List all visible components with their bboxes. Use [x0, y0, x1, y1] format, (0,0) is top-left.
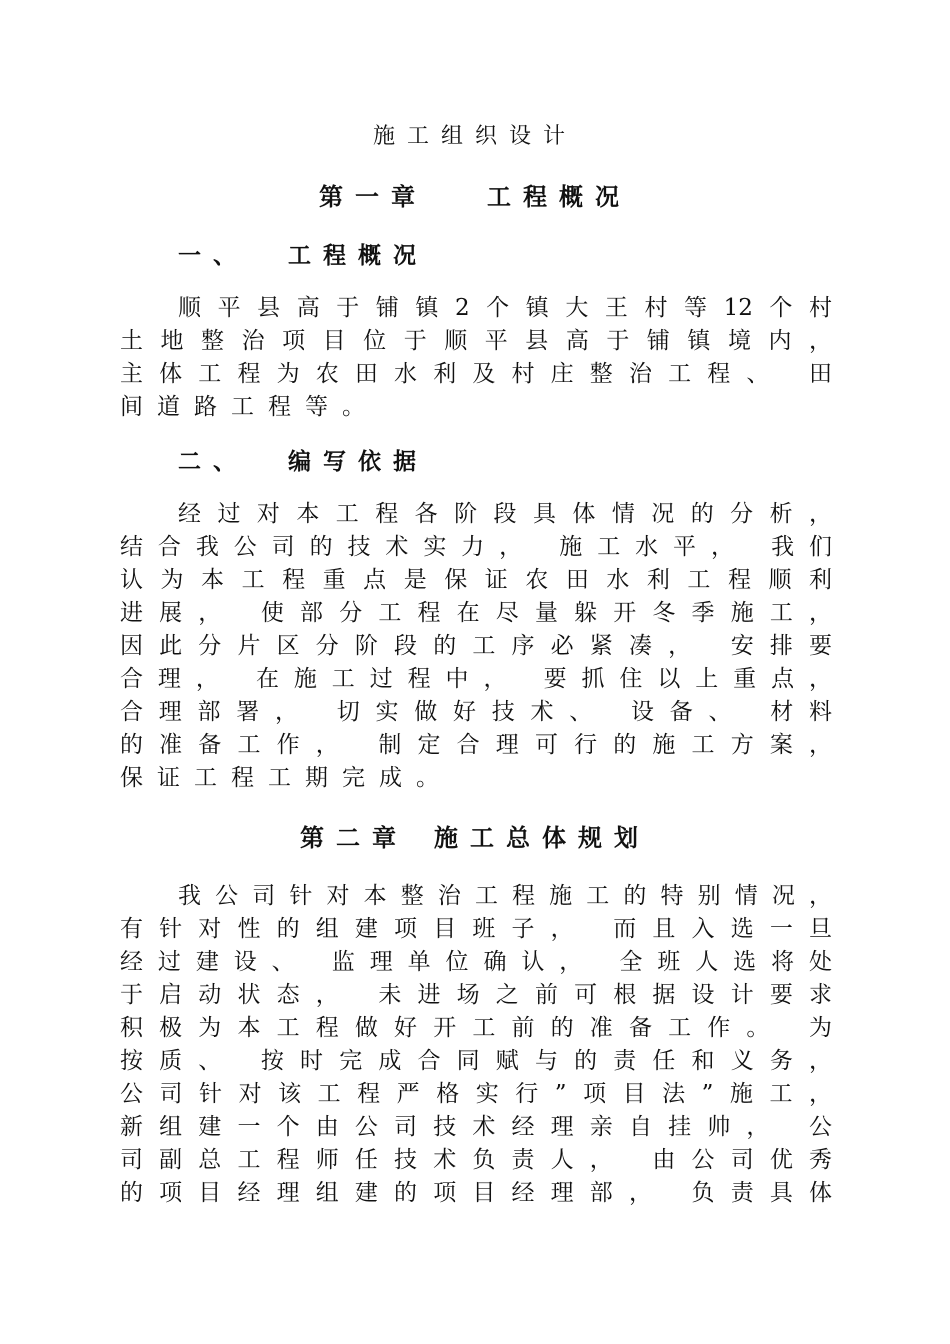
paragraph-line: 公司针对该工程严格实行”项目法”施工，: [120, 1081, 832, 1107]
chapter-2-heading: [0, 822, 950, 854]
paragraph-line: 进展， 使部分工程在尽量躲开冬季施工，: [120, 600, 832, 626]
chapter-1-label: 第一章: [319, 183, 427, 211]
section-2-paragraph: [120, 498, 832, 795]
section-2-label: 二、: [178, 449, 248, 475]
section-1-paragraph: [120, 292, 832, 424]
paragraph-line: 因此分片区分阶段的工序必紧凑， 安排要: [120, 633, 832, 659]
chapter-1-title: 工程概况: [487, 183, 631, 211]
paragraph-line: 积极为本工程做好开工前的准备工作。 为: [120, 1015, 832, 1041]
section-2-heading: [178, 446, 428, 478]
section-2-title: 编写依据: [288, 449, 428, 475]
paragraph-line: 按质、 按时完成合同赋与的责任和义务，: [120, 1048, 832, 1074]
paragraph-line: 保证工程工期完成。: [120, 765, 453, 791]
paragraph-line: 经过建设、 监理单位确认， 全班人选将处: [120, 949, 832, 975]
paragraph-line: 土地整治项目位于顺平县高于铺镇境内，: [120, 328, 832, 354]
paragraph-line: 合理部署， 切实做好技术、 设备、 材料: [120, 699, 832, 725]
paragraph-line: 的准备工作， 制定合理可行的施工方案，: [120, 732, 832, 758]
paragraph-line: 结合我公司的技术实力， 施工水平， 我们: [120, 534, 832, 560]
chapter-2-label: 第二章: [300, 824, 408, 852]
section-1-label: 一、: [178, 243, 248, 269]
paragraph-line: 顺平县高于铺镇2个镇大王村等12个村: [178, 295, 832, 321]
section-1-title: 工程概况: [288, 243, 428, 269]
chapter-1-heading: [0, 181, 950, 213]
chapter-2-title: 施工总体规划: [434, 824, 650, 852]
paragraph-line: 有针对性的组建项目班子， 而且入选一旦: [120, 916, 832, 942]
paragraph-line: 的项目经理组建的项目经理部， 负责具体: [120, 1180, 832, 1206]
paragraph-line: 司副总工程师任技术负责人， 由公司优秀: [120, 1147, 832, 1173]
section-1-heading: [178, 240, 428, 272]
paragraph-line: 我公司针对本整治工程施工的特别情况，: [178, 883, 832, 909]
paragraph-line: 合理， 在施工过程中， 要抓住以上重点，: [120, 666, 832, 692]
paragraph-line: 于启动状态， 未进场之前可根据设计要求: [120, 982, 832, 1008]
paragraph-line: 间道路工程等。: [120, 394, 379, 420]
paragraph-line: 主体工程为农田水利及村庄整治工程、 田: [120, 361, 832, 387]
paragraph-line: 新组建一个由公司技术经理亲自挂帅， 公: [120, 1114, 832, 1140]
chapter-2-paragraph: [120, 880, 832, 1210]
paragraph-line: 经过对本工程各阶段具体情况的分析，: [178, 501, 832, 527]
paragraph-line: 认为本工程重点是保证农田水利工程顺利: [120, 567, 832, 593]
document-title: 施工组织设计: [372, 124, 577, 149]
